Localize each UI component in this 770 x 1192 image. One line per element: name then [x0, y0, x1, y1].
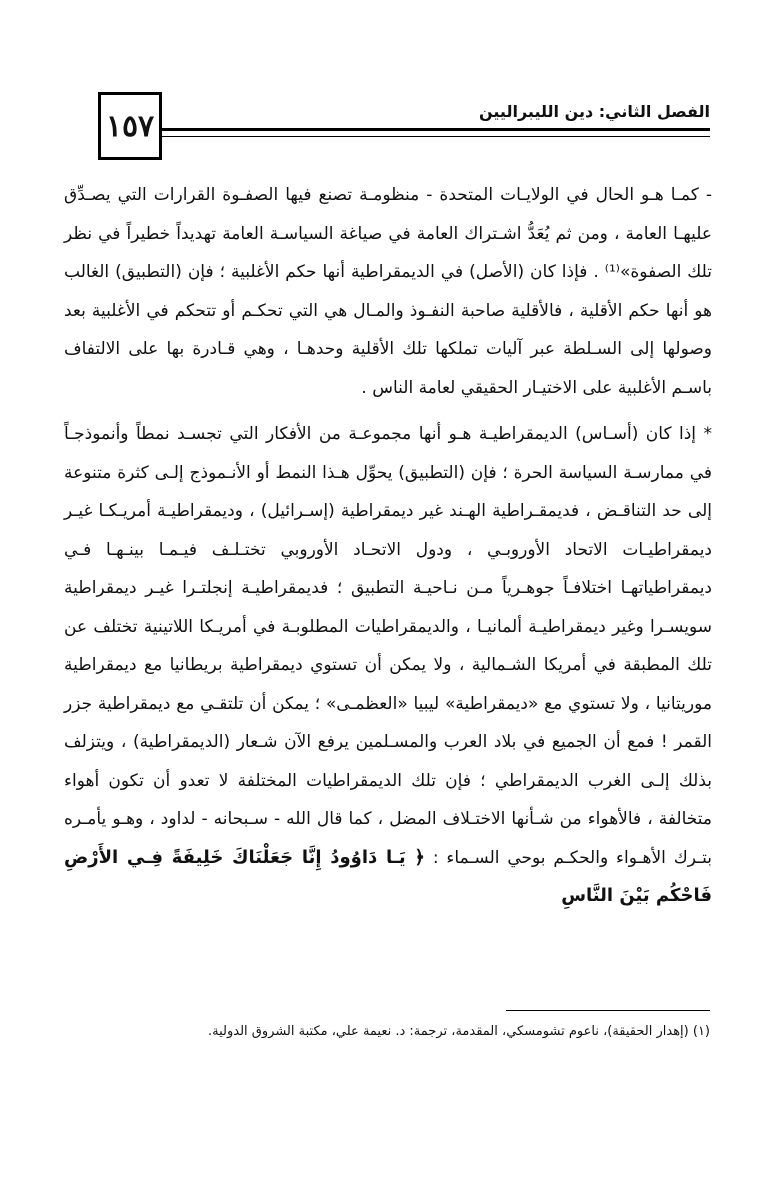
paragraph-1-cont: ⁽¹⁾ . فإذا كان (الأصل) في الديمقراطية أنها حكم الأغلبية ؛ فإن (التطبيق) الغالب هو أنها حكم الأقلية ، فالأقلية صاحبة النفـوذ والمـال هي التي تحكـم أو تتحكم في الأغلبية بعد وصولها إلى السـلطة عبر آليات تملكها تلك الأقلية وحدهـا ، وهي قـادرة بها على الالتفاف باسـم الأغلبية على الاختيـار الحقيقي لعامة الناس .: [64, 262, 712, 398]
footnote: (١) (إهدار الحقيقة)، ناعوم تشومسكي، المقدمة، ترجمة: د. نعيمة علي، مكتبة الشروق الدولية.: [208, 1024, 710, 1039]
footnote-divider: [506, 1010, 710, 1011]
body-text: [64, 176, 712, 916]
paragraph-2: [64, 415, 712, 916]
chapter-title: الفصل الثاني: دين الليبراليين: [479, 102, 710, 121]
header-rule: [162, 128, 710, 131]
quran-verse: ﴿ يَـا دَاوُودُ إِنَّا جَعَلْنَاكَ خَلِيفَةً فِـي الأَرْضِ فَاحْكُم بَيْنَ النَّاسِ: [64, 846, 712, 906]
paragraph-1-text: - كمـا هـو الحال في الولايـات المتحدة - منظومـة تصنع فيها الصفـوة القرارات التي يصـدِّق عليهـا العامة ، ومن ثم يُعَدُّ اشـتراك العامة في صياغة السياسـة العامة تهديداً خطيراً في نظر تلك الصفوة»: [64, 185, 712, 282]
page-number: ١٥٧: [98, 92, 162, 160]
header-rule-thin: [162, 136, 710, 137]
paragraph-1: [64, 176, 712, 407]
page-header: [98, 92, 710, 164]
paragraph-2-text: * إذا كان (أسـاس) الديمقراطيـة هـو أنها مجموعـة من الأفكار التي تجسـد نمطاً وأنموذجـاً في ممارسـة السياسة الحرة ؛ فإن (التطبيق) يحوِّل هـذا النمط أو الأنـموذج إلـى كثرة متنوعة إلى حد التناقـض ، فديمقـراطية الهـند غير ديمقراطية (إسـرائيل) ، وديمقراطيـة أمريـكـا غيـر ديمقراطيـات الاتحاد الأوروبـي ، ودول الاتحـاد الأوروبي تختـلـف فيـمـا بينـهـا فـي ديمقراطياتهـا اختلافـاً جوهـرياً مـن نـاحيـة التطبيق ؛ فديمقراطيـة إنجلتـرا غيـر ديمقراطية سويسـرا وغير ديمقراطيـة ألمانيـا ، والديمقراطيات المطلوبـة في أمريـكا اللاتينية تختلف عن تلك المطبقة في أمريكا الشـمالية ، ولا يمكن أن تستوي ديمقراطية بريطانيا مع ديمقراطية موريتانيا ، ولا تستوي مع «ديمقراطية» ليبيا «العظمـى» ؛ يمكن أن تلتقـي مع ديمقراطية جزر القمر ! فمع أن الجميع في بلاد العرب والمسـلمين يرفع الآن شـعار (الديمقراطية) ، ويتزلف بذلك إلـى الغرب الديمقراطي ؛ فإن تلك الديمقراطيات المختلفة لا تعدو أن تكون أهواء متخالفة ، فالأهواء من شـأنها الاختـلاف المضل ، كما قال الله - سـبحانه - لداود ، وهـو يأمـره بتـرك الأهـواء والحكـم بوحي السـماء :: [64, 424, 712, 868]
